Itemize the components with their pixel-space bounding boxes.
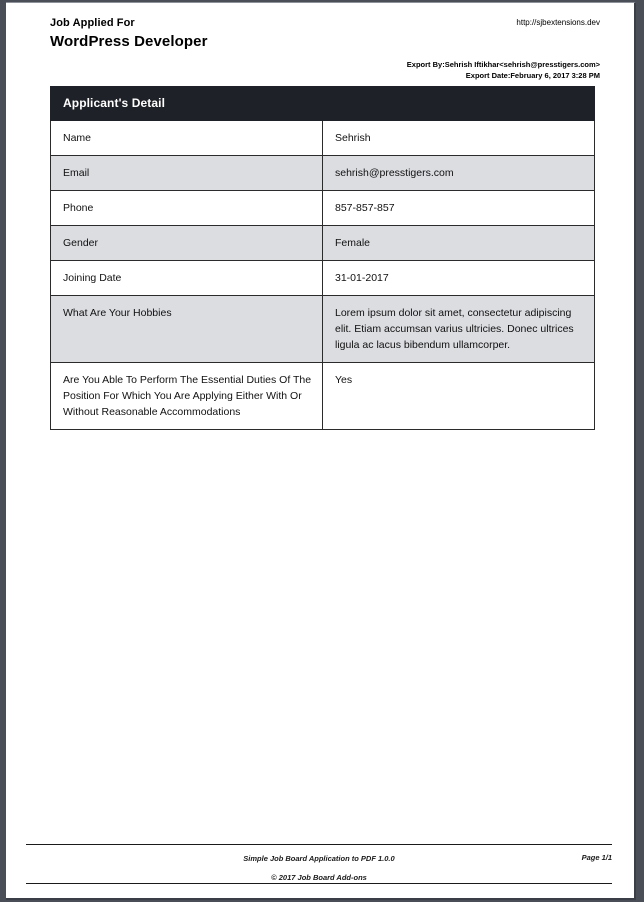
document-header bbox=[6, 3, 636, 80]
header-title-block bbox=[50, 16, 208, 52]
document-page bbox=[6, 2, 636, 900]
row-label: Joining Date bbox=[51, 261, 323, 296]
export-by-text: Export By:Sehrish Iftikhar<sehrish@presstigers.com> bbox=[406, 60, 600, 69]
row-value: Female bbox=[323, 226, 595, 261]
table-row bbox=[51, 363, 595, 430]
row-value: 857-857-857 bbox=[323, 191, 595, 226]
row-value: Yes bbox=[323, 363, 595, 430]
footer-center-block bbox=[26, 845, 612, 884]
table-row bbox=[51, 121, 595, 156]
document-footer bbox=[26, 844, 612, 884]
row-label: Phone bbox=[51, 191, 323, 226]
job-title: WordPress Developer bbox=[50, 33, 208, 50]
table-body bbox=[51, 121, 595, 430]
footer-content bbox=[26, 845, 612, 883]
row-value: Sehrish bbox=[323, 121, 595, 156]
applicant-detail-table bbox=[50, 86, 595, 430]
row-label: Name bbox=[51, 121, 323, 156]
row-value: Lorem ipsum dolor sit amet, consectetur adipiscing elit. Etiam accumsan varius ultricies. Donec ultrices ligula ac lacus bibendum ullamcorper. bbox=[323, 296, 595, 363]
row-label: Are You Able To Perform The Essential Duties Of The Position For Which You Are Applying Either With Or Without Reasonable Accommodations bbox=[51, 363, 323, 430]
table-row bbox=[51, 191, 595, 226]
footer-copyright: © 2017 Job Board Add-ons bbox=[271, 873, 367, 882]
footer-page-number: Page 1/1 bbox=[581, 853, 612, 862]
footer-app-name: Simple Job Board Application to PDF 1.0.0 bbox=[243, 854, 395, 863]
row-value: 31-01-2017 bbox=[323, 261, 595, 296]
table-row bbox=[51, 261, 595, 296]
header-url-block bbox=[516, 17, 600, 28]
export-date-text: Export Date:February 6, 2017 3:28 PM bbox=[465, 70, 600, 80]
table-title: Applicant's Detail bbox=[51, 87, 595, 121]
export-meta-block bbox=[407, 60, 600, 81]
table-row bbox=[51, 226, 595, 261]
row-label: What Are Your Hobbies bbox=[51, 296, 323, 363]
row-label: Email bbox=[51, 156, 323, 191]
table-row bbox=[51, 156, 595, 191]
site-url[interactable]: http://sjbextensions.dev bbox=[516, 18, 600, 27]
row-label: Gender bbox=[51, 226, 323, 261]
job-applied-for-label: Job Applied For bbox=[50, 17, 135, 29]
row-value: sehrish@presstigers.com bbox=[323, 156, 595, 191]
table-header-row bbox=[51, 87, 595, 121]
table-row bbox=[51, 296, 595, 363]
